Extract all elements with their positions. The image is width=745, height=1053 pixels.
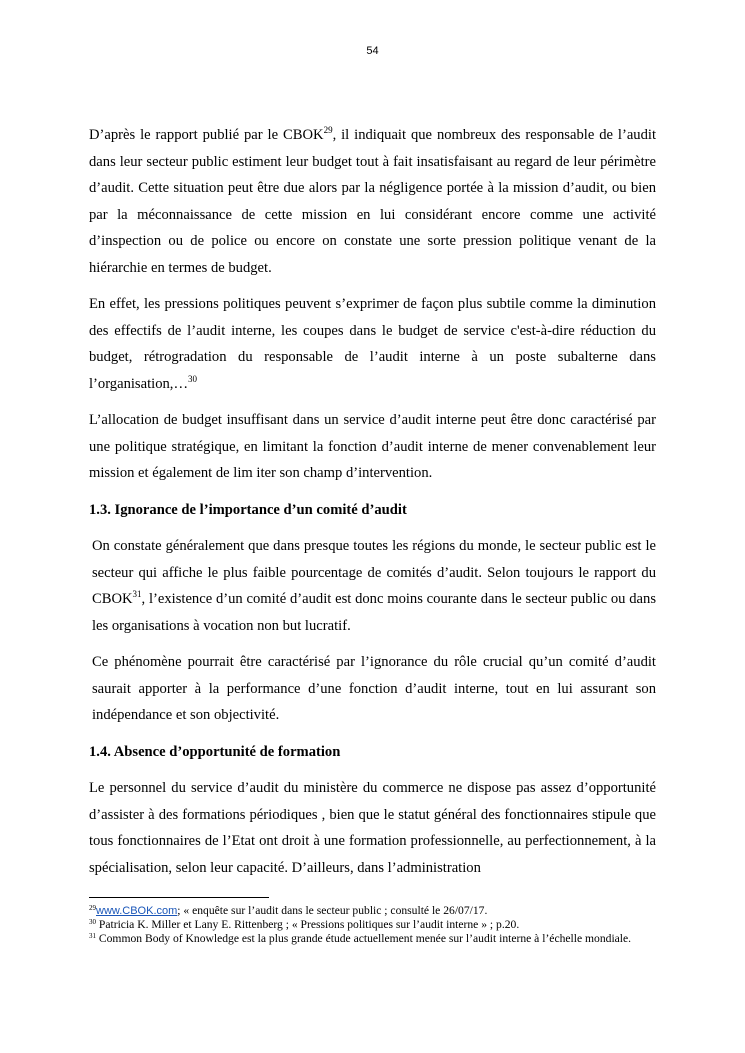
paragraph-allocation: L’allocation de budget insuffisant dans un service d’audit interne peut être donc caractérisé par une politique stratégique, en limitant la fonction d’audit interne de mener convenablement leur mission et également de lim iter son champ d’intervention. [89, 412, 656, 481]
footnote-separator [89, 897, 269, 898]
footnote-number: 31 [89, 932, 96, 940]
paragraph-cbok-budget [89, 122, 656, 281]
footnote-ref-29[interactable]: 29 [323, 125, 333, 135]
paragraph-formation: Le personnel du service d’audit du ministère du commerce ne dispose pas assez d’opportunité d’assister à des formations périodiques , bien que le statut général des fonctionnaires stipule que tous fonctionnaires de l’Etat ont droit à une formation professionnelle, au perfectionnement, à la spécialisation, selon leur capacité. D’ailleurs, dans l’administration [89, 780, 656, 876]
footnote-text: ; « enquête sur l’audit dans le secteur public ; consulté le 26/07/17. [177, 904, 488, 917]
paragraph-text: , l’existence d’un comité d’audit est donc moins courante dans le secteur public ou dans les organisations à vocation non but lucratif. [92, 591, 656, 634]
paragraph-text: , il indiquait que nombreux des responsable de l’audit dans leur secteur public estiment leur budget tout à fait insatisfaisant au regard de leur périmètre d’audit. Cette situation peut être due alors par la négligence portée à la mission d’audit, ou bien par la méconnaissance de cette mission en lui considérant encore comme une activité d’inspection ou de police ou encore on constate une sorte pression politique venant de la hiérarchie en termes de budget. [89, 127, 656, 276]
footnote-29 [89, 904, 656, 918]
paragraph-phenomene: Ce phénomène pourrait être caractérisé par l’ignorance du rôle crucial qu’un comité d’audit saurait apporter à la performance d’une fonction d’audit interne, tout en lui assurant son indépendance et son objectivité. [92, 654, 656, 723]
paragraph-text: D’après le rapport publié par le CBOK [89, 127, 324, 143]
footnote-text: Patricia K. Miller et Lany E. Rittenberg ; « Pressions politiques sur l’audit interne » ; p.20. [96, 918, 520, 931]
footnote-number: 29 [89, 904, 96, 912]
cbok-link[interactable]: www.CBOK.com [96, 905, 178, 917]
footnote-30 [89, 918, 656, 932]
paragraph-text: On constate généralement que dans presque toutes les régions du monde, le secteur public est le secteur qui affiche le plus faible pourcentage de comités d’audit. Selon toujours le rapport du CBOK [92, 538, 656, 607]
main-content [89, 122, 656, 881]
paragraph-comites [89, 533, 656, 639]
page-number: 54 [366, 45, 379, 57]
section-heading-1-3: 1.3. Ignorance de l’importance d’un comité d’audit [89, 501, 407, 518]
footnote-ref-30[interactable]: 30 [188, 373, 198, 384]
footnote-31 [89, 932, 656, 946]
footnote-text: Common Body of Knowledge est la plus grande étude actuellement menée sur l’audit interne à l’échelle mondiale. [96, 932, 632, 945]
footnote-number: 30 [89, 918, 96, 926]
section-heading-1-4: 1.4. Absence d’opportunité de formation [89, 743, 341, 760]
paragraph-pressions [89, 291, 656, 397]
footnote-ref-31[interactable]: 31 [132, 589, 142, 599]
paragraph-text: En effet, les pressions politiques peuvent s’exprimer de façon plus subtile comme la diminution des effectifs de l’audit interne, les coupes dans le budget de service c'est-à-dire réduction du budget, rétrogradation du responsable de l’audit interne à un poste subalterne dans l’organisation,… [89, 296, 656, 392]
footnotes [89, 897, 656, 946]
